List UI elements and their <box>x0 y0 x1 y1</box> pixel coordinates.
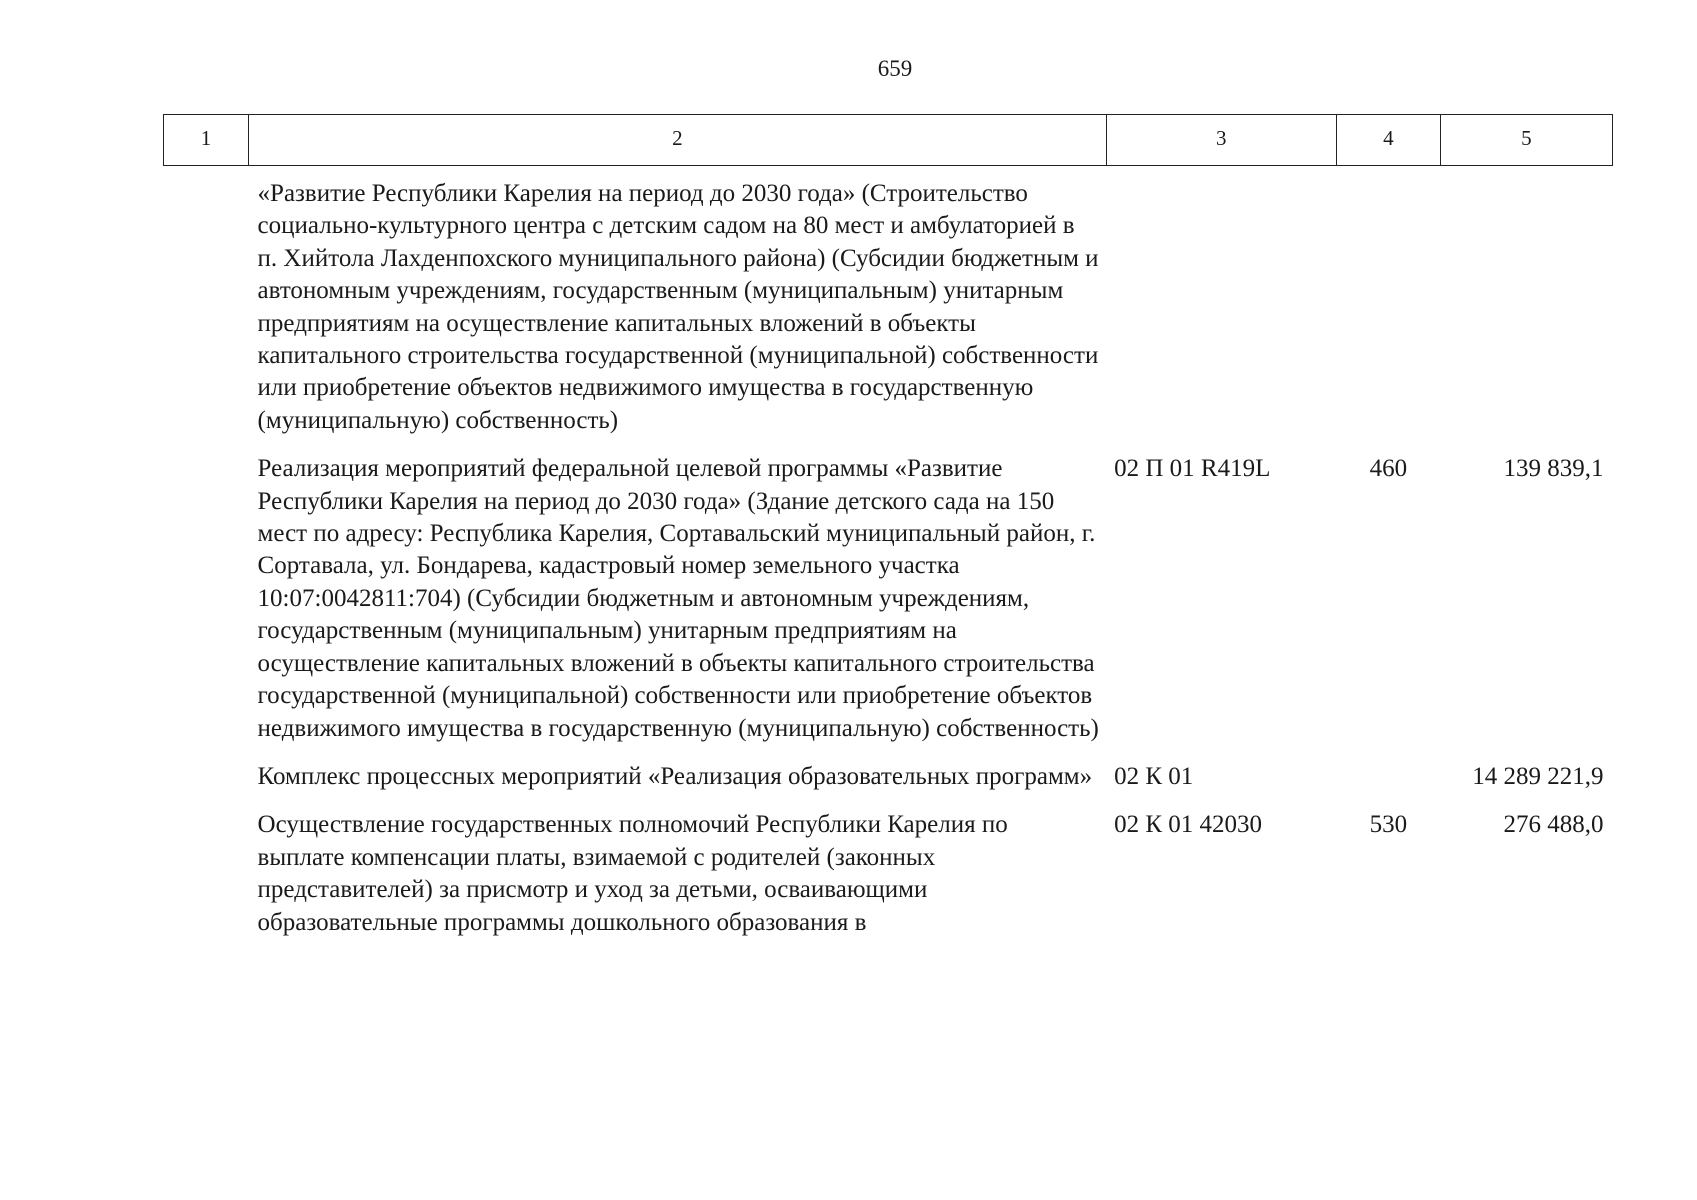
header-col-3: 3 <box>1106 115 1336 166</box>
row-amount <box>1440 166 1612 442</box>
row-code <box>1106 166 1336 442</box>
row-amount: 276 488,0 <box>1503 811 1604 839</box>
row-expense-type: 530 <box>1369 811 1408 839</box>
row-description: Осуществление государственных полномочий Республики Карелия по выплате компенсации платы, взимаемой с родителей (законных представителей) за присмотр и уход за детьми, осваивающими образовательные программы дошкольного образования в <box>257 811 1008 936</box>
row-expense-type <box>1336 166 1440 442</box>
row-number-cell <box>164 749 249 797</box>
row-number-cell <box>164 166 249 442</box>
header-row <box>164 115 1613 166</box>
row-number-cell <box>164 797 249 943</box>
header-col-4: 4 <box>1336 115 1440 166</box>
header-col-2: 2 <box>249 115 1107 166</box>
page-number: 659 <box>877 56 913 81</box>
row-amount: 139 839,1 <box>1503 455 1604 483</box>
table-row <box>164 797 1613 943</box>
header-col-1: 1 <box>164 115 249 166</box>
row-description: Комплекс процессных мероприятий «Реализация образовательных программ» <box>257 762 1093 790</box>
table-row <box>164 166 1613 442</box>
header-col-5: 5 <box>1440 115 1612 166</box>
row-expense-type: 460 <box>1369 455 1408 483</box>
table-row <box>164 749 1613 797</box>
row-description: «Развитие Республики Карелия на период до 2030 года» (Строительство социально-культурного центра с детским садом на 80 мест и амбулаторией в п. Хийтола Лахденпохского муниципального района) (Субсидии бюджетным и автономным учреждениям, государственным (муниципальным) унитарным предприятиям на осуществление капитальных вложений в объекты капитального строительства государственной (муниципальной) собственности или приобретение объектов недвижимого имущества в государственную (муниципальную) собственность) <box>257 180 1099 434</box>
row-amount: 14 289 221,9 <box>1472 762 1604 790</box>
row-number-cell <box>164 441 249 749</box>
row-code: 02 К 01 42030 <box>1114 811 1263 839</box>
row-description: Реализация мероприятий федеральной целевой программы «Развитие Республики Карелия на период до 2030 года» (Здание детского сада на 150 мест по адресу: Республика Карелия, Сортавальский муниципальный район, г. Сортавала, ул. Бондарева, кадастровый номер земельного участка 10:07:0042811:704) (Субсидии бюджетным и автономным учреждениям, государственным (муниципальным) унитарным предприятиям на осуществление капитальных вложений в объекты капитального строительства государственной (муниципальной) собственности или приобретение объектов недвижимого имущества в государственную (муниципальную) собственность) <box>257 455 1099 742</box>
table-row <box>164 441 1613 749</box>
row-expense-type <box>1336 749 1440 797</box>
row-code: 02 К 01 <box>1114 762 1194 790</box>
row-code: 02 П 01 R419L <box>1114 455 1271 483</box>
budget-table <box>163 114 1613 943</box>
